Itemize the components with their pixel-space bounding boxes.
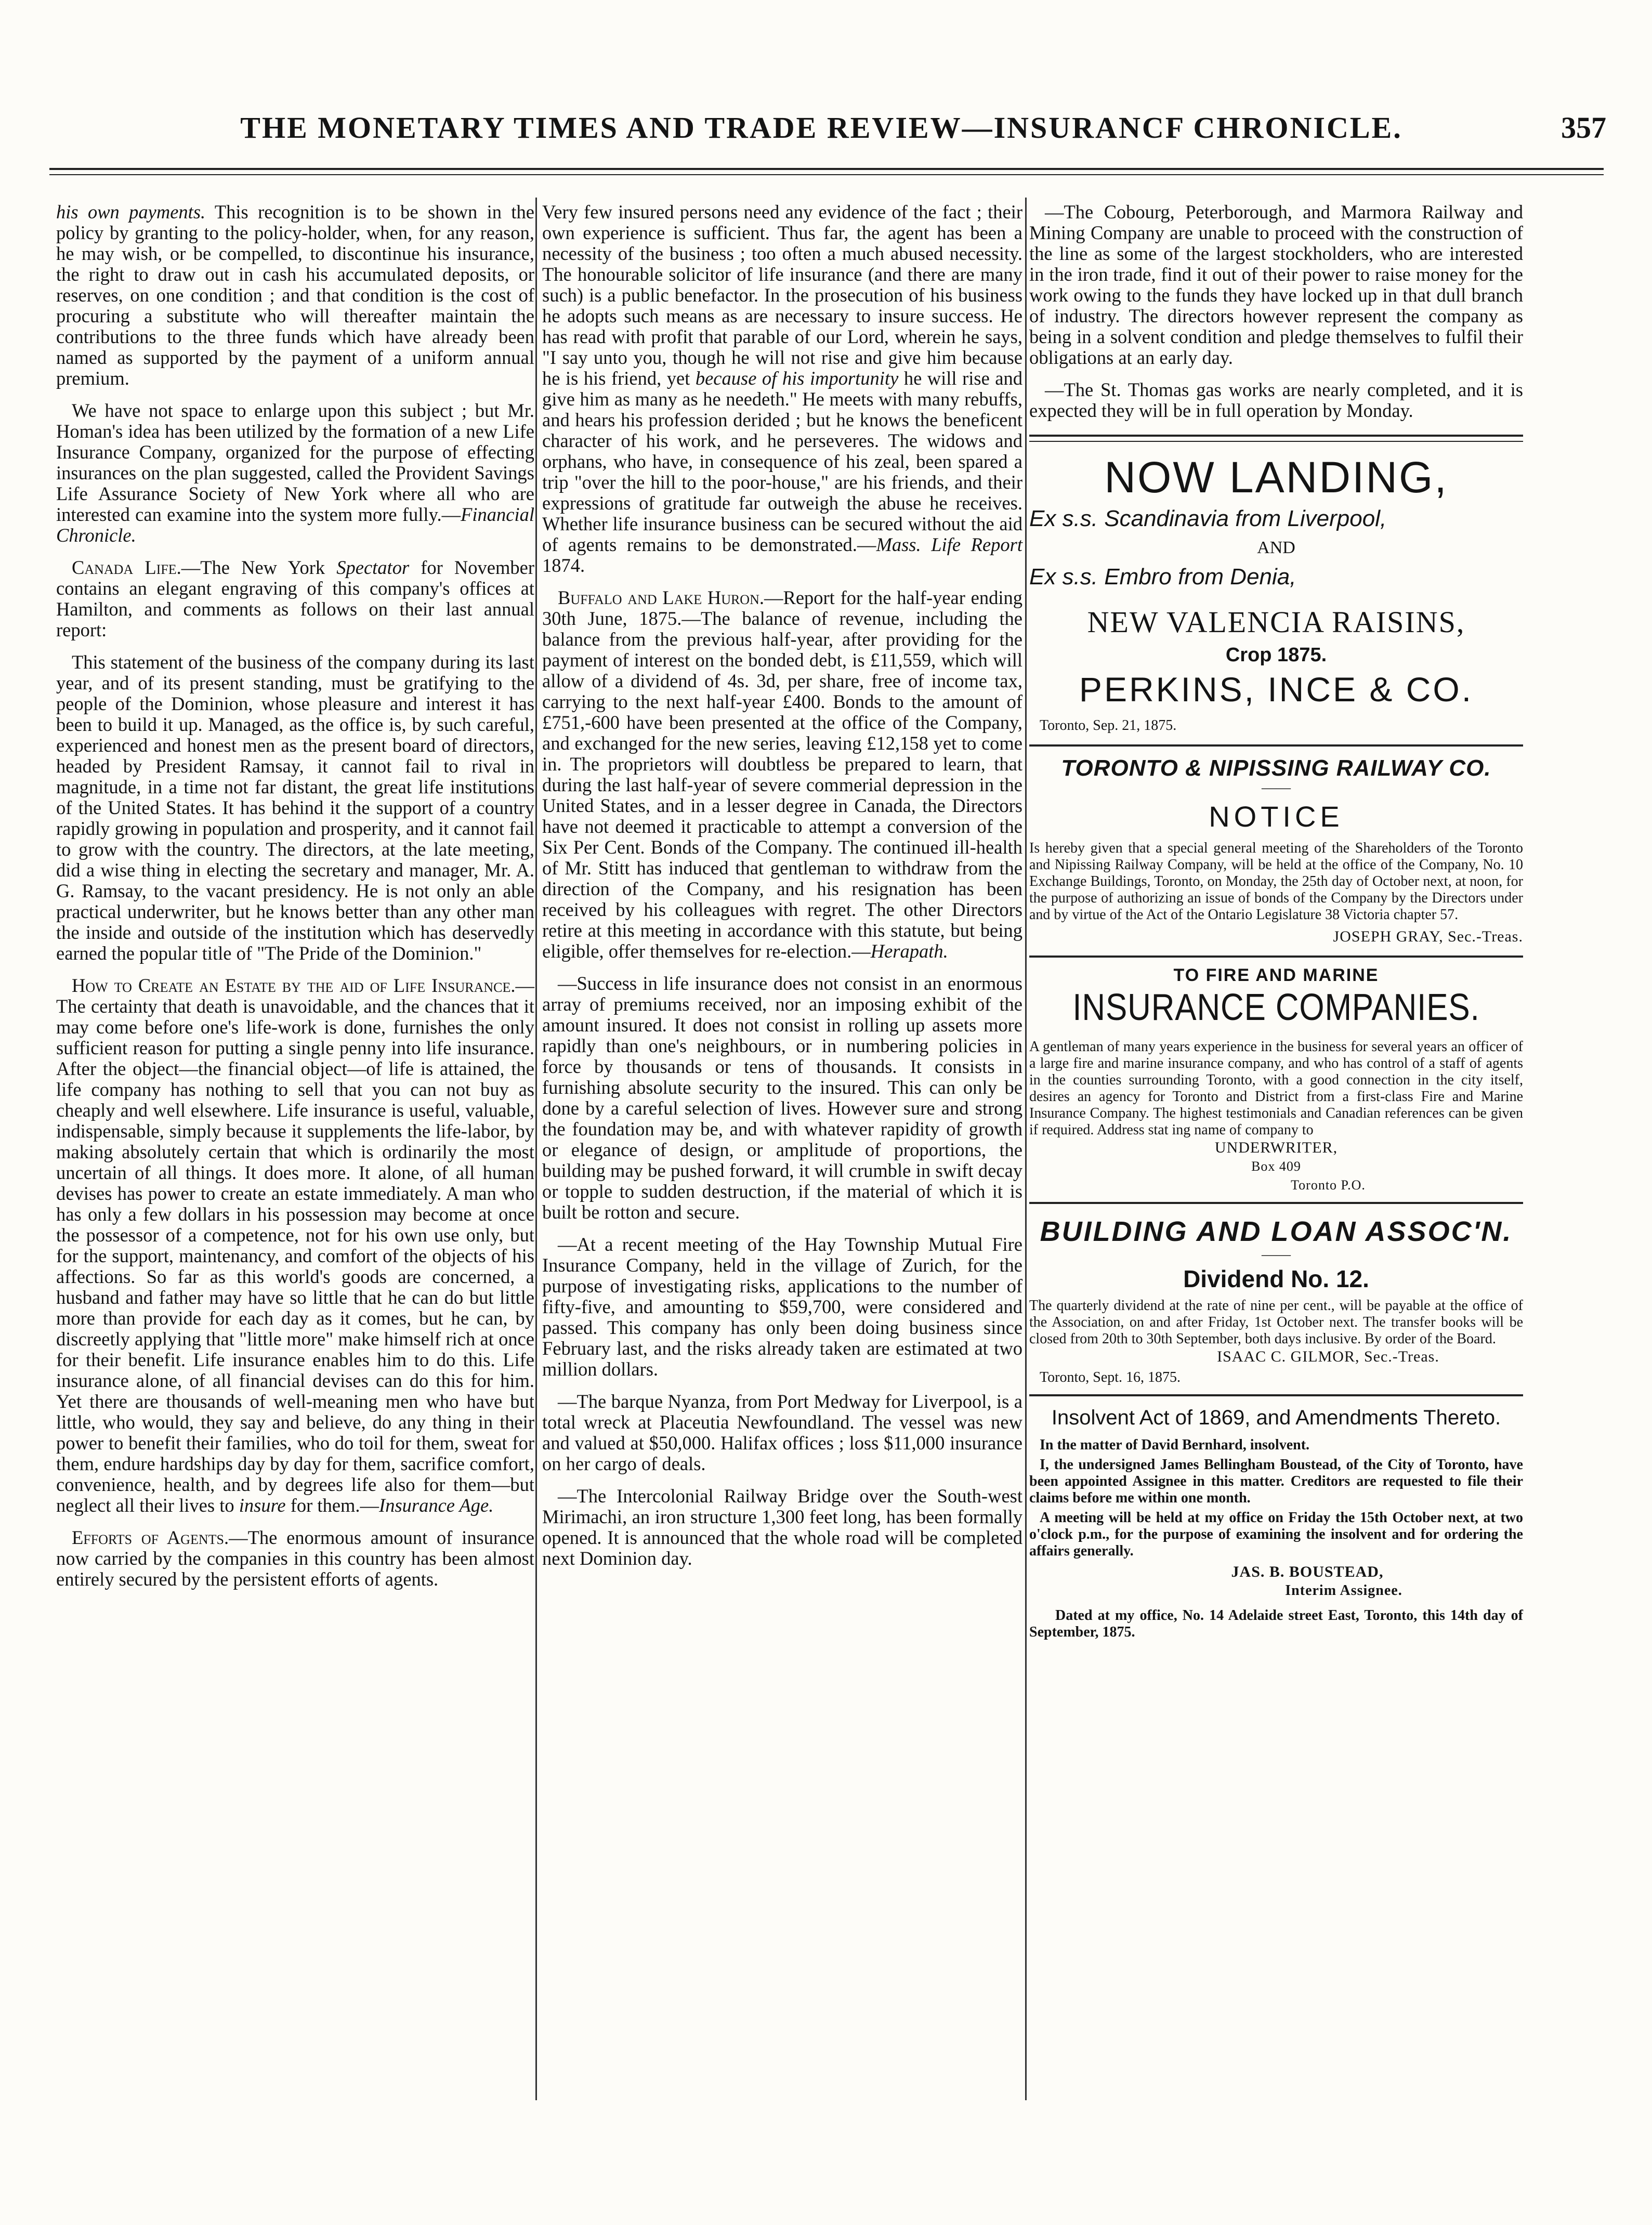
italic-text: because of his importunity bbox=[695, 368, 899, 389]
column-3 bbox=[1029, 202, 1523, 1641]
ad-divider bbox=[1029, 1394, 1523, 1396]
paragraph-text: for them.— bbox=[285, 1495, 379, 1516]
ad-headline: TORONTO & NIPISSING RAILWAY CO. bbox=[1061, 755, 1491, 781]
advertisement-insolvent bbox=[1029, 1406, 1523, 1641]
ad-signature: ISAAC C. GILMOR, Sec.-Treas. bbox=[1217, 1348, 1439, 1365]
article-paragraph bbox=[542, 587, 1022, 962]
ad-signature: Interim Assignee. bbox=[1285, 1582, 1402, 1599]
ad-kicker: TO FIRE AND MARINE bbox=[1173, 965, 1379, 985]
italic-lead: his own payments. bbox=[56, 201, 206, 222]
ad-headline: INSURANCE COMPANIES. bbox=[1072, 987, 1480, 1028]
ad-signature: JAS. B. BOUSTEAD, bbox=[1231, 1563, 1384, 1580]
article-heading: Efforts of Agents. bbox=[72, 1527, 229, 1548]
article-heading: How to Create an Estate by the aid of Life Insurance. bbox=[72, 975, 516, 996]
ad-date: Dated at my office, No. 14 Adelaide street East, Toronto, this 14th day of September, 1875. bbox=[1029, 1607, 1523, 1640]
paragraph-text: —Report for the half-year ending 30th June, 1875.—The balance of revenue, including the balance from the previous half-year, after providing for the payment of interest on the bonded debt, is £11,559, which will allow of a dividend of 4s. 3d, per share, free of income tax, carrying to the next half-year £400. Bonds to the amount of £751,-600 have been presented at the office of the Company, and exchanged for the new series, leaving £12,158 yet to come in. The proprietors will doubtless be prepared to learn, that during the last half-year of severe commerial depression in the United States, and in a lesser degree in Canada, the Directors have not deemed it practicable to attempt a conversion of the Six Per Cent. Bonds of the Company. The continued ill-health of Mr. Stitt has induced that gentleman to withdraw from the direction of the Company, and his resignation has been received by his colleagues with regret. The other Directors retire at this meeting in accordance with this statute, but being eligible, offer themselves for re-election.— bbox=[542, 587, 1022, 962]
ad-divider bbox=[1029, 1202, 1523, 1204]
article-paragraph bbox=[56, 1527, 534, 1590]
column-1 bbox=[56, 202, 534, 1601]
ad-headline: Insolvent Act of 1869, and Amendments Thereto. bbox=[1051, 1406, 1501, 1429]
article-paragraph: —At a recent meeting of the Hay Township Mutual Fire Insurance Company, held in the village of Zurich, for the purpose of investigating risks, applications to the number of fifty-five, and amounting to $59,700, were considered and passed. This company has only been doing business since February last, and the risks already taken are estimated at two million dollars. bbox=[542, 1234, 1022, 1380]
article-paragraph bbox=[56, 202, 534, 389]
paragraph-text: Very few insured persons need any evidence of the fact ; their own experience is sufficient. Thus far, the agent has been a necessity of the business ; too often a much abused necessity. The honourable solicitor of life insurance (and there are many such) is a public benefactor. In the prosecution of his business he adopts such means as are necessary to insure success. He has read with profit that parable of our Lord, wherein he says, "I say unto you, though he will not rise and give him because he is his friend, yet bbox=[542, 201, 1022, 389]
ad-body: Is hereby given that a special general meeting of the Shareholders of the Toronto and Nipissing Railway Company, will be held at the office of the Company, No. 10 Exchange Buildings, Toronto, on Monday, the 25th day of October next, at noon, for the purpose of authorizing an issue of bonds of the Company by the Directors under and by virtue of the Act of the Ontario Legislature 38 Victoria chapter 57. bbox=[1029, 840, 1523, 923]
ad-signature: UNDERWRITER, bbox=[1214, 1139, 1338, 1156]
ad-date: Toronto, Sept. 16, 1875. bbox=[1040, 1369, 1181, 1385]
italic-text: insure bbox=[239, 1495, 286, 1516]
paragraph-text: he will rise and give him as many as he needeth." He meets with many rebuffs, and hears his profession derided ; but he knows the beneficent character of his work, and he perseveres. The widows and orphans, who have, in consequence of his zeal, been spared a trip "over the hill to the poor-house," are his friends, and their expressions of gratitude far outweigh the abuse he receives. Whether life insurance business can be secured without the aid of agents remains to be demonstrated.— bbox=[542, 368, 1023, 555]
source-credit: Financial Chronicle. bbox=[56, 504, 534, 546]
ad-signature: Box 409 bbox=[1251, 1159, 1301, 1174]
ad-date: Toronto, Sep. 21, 1875. bbox=[1040, 717, 1177, 734]
paragraph-text: —The enormous amount of insurance now carried by the companies in this country has been almost entirely secured by the persistent efforts of agents. bbox=[56, 1527, 534, 1590]
ad-divider bbox=[1029, 744, 1523, 747]
page-header bbox=[203, 110, 1606, 157]
paragraph-text: This recognition is to be shown in the policy by granting to the policy-holder, when, for any reason, he may wish, or be compelled, to discontinue his insurance, the right to draw out in cash his accumulated deposits, or reserves, on one condition ; and that condition is the cost of procuring a substitute who will thereafter maintain the contributions to the three funds which have already been named as supported by the payment of a uniform annual premium. bbox=[56, 201, 534, 389]
ad-signature: Toronto P.O. bbox=[1291, 1177, 1366, 1193]
advertisement-insurance bbox=[1029, 965, 1523, 1195]
ad-divider-thin bbox=[1029, 441, 1523, 442]
source-credit: Herapath. bbox=[870, 940, 948, 962]
article-paragraph: —The Cobourg, Peterborough, and Marmora Railway and Mining Company are unable to proceed with the construction of the line as some of the largest stockholders, who are interested in the iron trade, find it out of their power to raise money for the work owing to the funds they have locked up in that dull branch of industry. The directors however represent the company as being in a solvent condition and pledge themselves to fulfil their obligations at an early day. bbox=[1029, 201, 1523, 368]
article-heading: Buffalo and Lake Huron. bbox=[558, 587, 764, 608]
ad-firm: PERKINS, INCE & CO. bbox=[1079, 670, 1474, 709]
ad-headline: NOW LANDING, bbox=[1104, 453, 1448, 502]
ad-divider bbox=[1029, 435, 1523, 437]
page-title: THE MONETARY TIMES AND TRADE REVIEW—INSURANCF CHRONICLE. bbox=[240, 111, 1402, 145]
article-paragraph bbox=[56, 975, 534, 1516]
ad-signature: JOSEPH GRAY, Sec.-Treas. bbox=[1333, 928, 1523, 945]
article-paragraph bbox=[542, 202, 1022, 576]
ad-body: A gentleman of many years experience in the business for several years an officer of a large fire and marine insurance company, and who has control of a staff of agents in the counties surrounding Toronto, with a good connection in the city itself, desires an agency for Toronto and District from a first-class Fire and Marine Insurance Company. The highest testimonials and Canadian references can be given if required. Address stat ing name of company to bbox=[1029, 1039, 1523, 1138]
column-divider bbox=[535, 198, 537, 2100]
dash-divider: —— bbox=[1262, 1247, 1291, 1263]
article-paragraph: This statement of the business of the company during its last year, and of its present standing, must be gratifying to the people of the Dominion, whose pleasure and interest it has been to build it up. Managed, as the office is, by such careful, experienced and honest men as the present board of directors, headed by President Ramsay, it cannot fail to rival in magnitude, in a time not far distant, the great life institutions of the United States. It has behind it the support of a country rapidly growing in population and prosperity, and it cannot fail to grow with the country. The directors, at the late meeting, did a wise thing in electing the secretary and manager, Mr. A. G. Ramsay, to the vacant presidency. He is not only an able practical underwriter, but he knows better than any other man the inside and outside of the institution which has deservedly earned the popular title of "The Pride of the Dominion." bbox=[56, 651, 534, 964]
header-rule-thin bbox=[49, 174, 1604, 175]
article-paragraph: —The barque Nyanza, from Port Medway for Liverpool, is a total wreck at Placeutia Newfoundland. The vessel was new and valued at $50,000. Halifax offices ; loss $11,000 insurance on her cargo of deals. bbox=[542, 1391, 1022, 1474]
article-paragraph: —The Intercolonial Railway Bridge over the South-west Mirimachi, an iron structure 1,300 feet long, has been formally opened. It is announced that the whole road will be completed next Dominion day. bbox=[542, 1485, 1022, 1569]
column-2 bbox=[542, 202, 1022, 1580]
article-paragraph bbox=[56, 557, 534, 640]
ad-product: NEW VALENCIA RAISINS, bbox=[1087, 605, 1465, 639]
ad-line: AND bbox=[1257, 538, 1295, 557]
ad-line: Ex s.s. Embro from Denia, bbox=[1029, 564, 1296, 590]
page-number: 357 bbox=[1561, 111, 1606, 145]
article-heading: Canada Life. bbox=[72, 557, 181, 578]
advertisement-building-loan bbox=[1029, 1213, 1523, 1386]
ad-paragraph: In the matter of David Bernhard, insolvent. bbox=[1040, 1437, 1310, 1453]
article-paragraph: —Success in life insurance does not consist in an enormous array of premiums received, nor an imposing exhibit of the amount insured. It does not consist in rolling up assets more rapidly than one's neighbours, or in numbering policies in force by thousands or tens of thousands. It consists in furnishing absolute security to the insured. This can only be done by a careful selection of lives. However sure and strong the foundation may be, and with whatever rapidity of growth or elegance of design, or amplitude of proportions, the building may be pushed forward, it will crumble in swift decay or topple to sudden destruction, if the material of which it is built be rotton and secure. bbox=[542, 973, 1022, 1223]
ad-line: Ex s.s. Scandinavia from Liverpool, bbox=[1029, 506, 1387, 531]
paragraph-text: We have not space to enlarge upon this subject ; but Mr. Homan's idea has been utilized by the formation of a new Life Insurance Company, organized for the purpose of effecting insurances on the plan suggested, called the Provident Savings Life Assurance Society of New York where all who are interested can examine into the system more fully.— bbox=[56, 400, 534, 525]
article-paragraph: —The St. Thomas gas works are nearly completed, and it is expected they will be in full operation by Monday. bbox=[1029, 379, 1523, 421]
ad-crop: Crop 1875. bbox=[1225, 644, 1327, 666]
ad-paragraph: A meeting will be held at my office on Friday the 15th October next, at two o'clock p.m., for the purpose of examining the insolvent and for ordering the affairs generally. bbox=[1029, 1510, 1523, 1559]
ad-headline: BUILDING AND LOAN ASSOC'N. bbox=[1040, 1216, 1513, 1247]
dash-divider: —— bbox=[1262, 780, 1291, 796]
ad-body bbox=[1029, 1437, 1523, 1560]
source-credit: Mass. Life Report bbox=[876, 534, 1023, 555]
ad-notice: NOTICE bbox=[1209, 800, 1344, 833]
paragraph-text: for November contains an elegant engraving of this company's offices at Hamilton, and comments as follows on their last annual report: bbox=[56, 557, 534, 640]
paragraph-text: 1874. bbox=[542, 555, 585, 576]
article-paragraph bbox=[56, 400, 534, 546]
advertisement-railway-notice bbox=[1029, 754, 1523, 946]
ad-dividend: Dividend No. 12. bbox=[1183, 1265, 1369, 1292]
advertisement-raisins bbox=[1029, 451, 1523, 734]
ad-paragraph: I, the undersigned James Bellingham Boustead, of the City of Toronto, have been appointed Assignee in this matter. Creditors are requested to file their claims before me within one month. bbox=[1029, 1457, 1523, 1506]
source-credit: Insurance Age. bbox=[379, 1495, 494, 1516]
paragraph-text: —The certainty that death is unavoidable, and the chances that it may come before one's life-work is done, furnishes the only sufficient reason for putting a single penny into life insurance. After the object—the financial object—of life is attained, the life company has nothing to sell that you can not buy as cheaply and well elsewhere. Life insurance is useful, valuable, indispensable, simply because it supplements the life-labor, by making absolutely certain that which is ordinarily the most uncertain of all things. It does more. It alone, of all human devises has power to create an estate immediately. A man who has only a few dollars in his possession may become at once the possessor of a competence, not for his own use only, but for the support, maintenancy, and comfort of the objects of his affections. So far as this world's goods are concerned, a husband and father may have so little that he can do but little more than provide for each day as it comes, but he can, by discreetly applying that "little more" make himself rich at once for their benefit. Life insurance enables him to do this. Life insurance alone, of all financial devises can do this for him. Yet there are thousands of well-meaning men who have but little, who would, they say and believe, do any thing in their power to benefit their families, who do toil for them, sweat for them, endure hardships day by day for them, sacrifice comfort, convenience, health, and by degrees life also for them—but neglect all their lives to bbox=[56, 975, 534, 1516]
header-rule bbox=[49, 168, 1604, 170]
ad-divider bbox=[1029, 956, 1523, 958]
italic-text: Spectator bbox=[336, 557, 410, 578]
column-divider bbox=[1025, 198, 1027, 2100]
paragraph-text: —The New York bbox=[181, 557, 337, 578]
ad-body: The quarterly dividend at the rate of nine per cent., will be payable at the office of the Association, on and after Friday, 1st October next. The transfer books will be closed from 20th to 30th September, both days inclusive. By order of the Board. bbox=[1029, 1298, 1523, 1347]
